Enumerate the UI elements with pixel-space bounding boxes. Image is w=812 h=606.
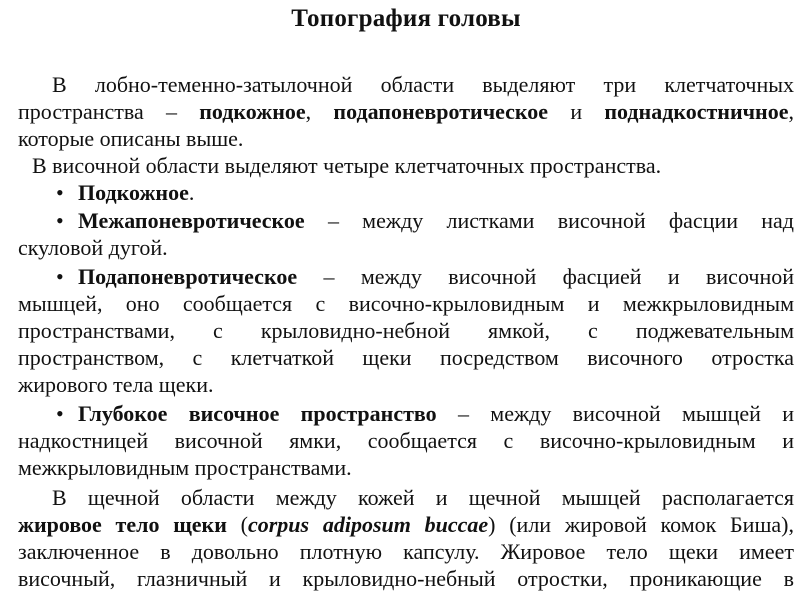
bullet-item-3-line-5: жирового тела щеки.	[18, 372, 214, 397]
paragraph-1-line-2	[18, 99, 794, 125]
bullet-term: Подапоневротическое	[78, 264, 298, 289]
text-run: .	[188, 180, 195, 205]
bullet-item-4-line-3: межкрыловидным пространствами.	[18, 455, 352, 480]
paragraph-2-line-1: В височной области выделяют четыре клетчаточных пространства.	[32, 153, 662, 178]
bullet-marker: •	[56, 208, 64, 233]
text-run: ,	[788, 99, 794, 124]
text-run: – между височной мышцей и	[457, 401, 795, 426]
paragraph-1-line-3: которые описаны выше.	[18, 126, 244, 151]
bullet-item-4-line-1	[18, 401, 794, 427]
term-podaponevroticheskoe: подапоневротическое	[333, 99, 549, 124]
bullet-marker: •	[56, 180, 64, 205]
bullet-item-4-line-2: надкостницей височной ямки, сообщается с височно-крыловидным и	[18, 428, 794, 453]
paragraph-3-line-4: височный, глазничный и крыловидно-небный отростки, проникающие в	[18, 566, 794, 591]
paragraph-3-line-3: заключенное в довольно плотную капсулу. Жировое тело щеки имеет	[18, 539, 794, 564]
bullet-item-1	[18, 180, 794, 206]
term-podnadkostnichnoe: поднадкостничное	[604, 99, 789, 124]
bullet-term: Подкожное	[78, 180, 189, 205]
bullet-item-3-line-1	[18, 264, 794, 290]
paragraph-3-line-2	[18, 512, 794, 538]
text-run: (	[240, 512, 248, 537]
text-run: пространства –	[18, 99, 177, 124]
bullet-term: Межапоневротическое	[78, 208, 305, 233]
text-run: – между листками височной фасции над	[327, 208, 794, 233]
term-zhirovoe-telo-shcheki: жировое тело щеки	[18, 512, 227, 537]
text-run: ) (или жировой комок Биша),	[488, 512, 794, 537]
bullet-term: Глубокое височное пространство	[78, 401, 437, 426]
bullet-item-3-line-4: пространством, с клетчаткой щеки посредством височного отростка	[18, 345, 794, 370]
bullet-item-3-line-2: мышцей, оно сообщается с височно-крыловидным и межкрыловидным	[18, 291, 794, 316]
text-run: ,	[305, 99, 312, 124]
bullet-item-2-line-2: скуловой дугой.	[18, 235, 168, 260]
text-run: и	[570, 99, 583, 124]
bullet-marker: •	[56, 401, 64, 426]
paragraph-3-line-1: В щечной области между кожей и щечной мышцей располагается	[52, 485, 794, 510]
paragraph-1-line-1: В лобно-теменно-затылочной области выделяют три клетчаточных	[52, 72, 794, 97]
bullet-marker: •	[56, 264, 64, 289]
bullet-item-2-line-1	[18, 208, 794, 234]
page-title: Топография головы	[291, 5, 521, 32]
latin-term: corpus adiposum buccae	[247, 512, 489, 537]
bullet-item-3-line-3: пространствами, с крыловидно-небной ямкой, с поджевательным	[18, 318, 794, 343]
text-run: – между височной фасцией и височной	[323, 264, 794, 289]
term-podkozhnoe: подкожное	[199, 99, 306, 124]
